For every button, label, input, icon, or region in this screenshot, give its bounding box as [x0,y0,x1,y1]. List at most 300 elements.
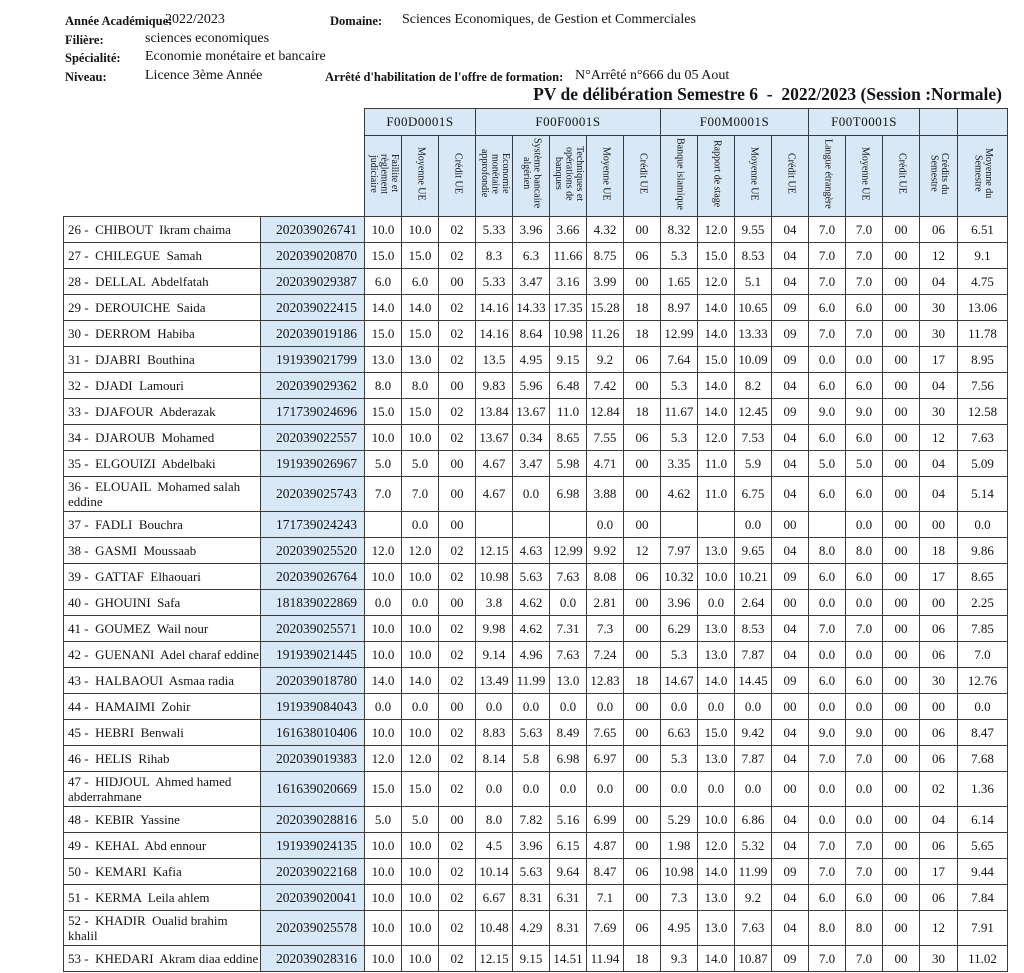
grade-cell: 0.0 [846,590,883,616]
grade-cell: 0.0 [846,772,883,807]
grade-cell: 0.0 [735,772,772,807]
grade-cell: 10.0 [365,720,402,746]
grade-cell: 7.68 [958,746,1008,772]
group-header-cell: F00T0001S [809,109,920,136]
grade-cell: 4.75 [958,269,1008,295]
student-name-cell: 33 - DJAFOUR Abderazak [64,399,261,425]
grade-cell: 06 [624,564,661,590]
grade-cell: 10.87 [735,946,772,972]
column-header-label: Crédit UE [785,153,797,194]
grade-cell: 8.3 [476,243,513,269]
grade-cell: 0.0 [846,347,883,373]
grade-cell: 2.25 [958,590,1008,616]
student-id-cell: 202039022557 [261,425,365,451]
specialite-label: Spécialité: [65,51,121,65]
group-header-cell: F00F0001S [476,109,661,136]
grade-cell: 7.69 [587,911,624,946]
group-header-cell: F00M0001S [661,109,809,136]
student-id-cell: 161638010406 [261,720,365,746]
student-row [64,217,1008,243]
grade-cell: 0.0 [661,772,698,807]
column-header-cell [365,136,402,217]
grade-cell: 04 [772,373,809,399]
grade-cell: 11.99 [513,668,550,694]
student-name-cell: 41 - GOUMEZ Wail nour [64,616,261,642]
student-id-cell: 202039025578 [261,911,365,946]
grade-cell: 14.0 [698,373,735,399]
student-id-cell: 171739024243 [261,512,365,538]
grade-cell: 12.15 [476,538,513,564]
grade-cell: 8.31 [550,911,587,946]
page-title: PV de délibération Semestre 6 - 2022/2023 (Session :Normale) [533,84,1002,104]
grade-cell: 9.64 [550,859,587,885]
grade-cell: 7.0 [809,746,846,772]
grade-cell: 0.0 [846,512,883,538]
student-id-cell: 202039022415 [261,295,365,321]
student-id-cell: 202039020041 [261,885,365,911]
grade-cell: 3.16 [550,269,587,295]
grade-cell: 6.0 [402,269,439,295]
student-name-cell: 32 - DJADI Lamouri [64,373,261,399]
grade-cell: 04 [772,885,809,911]
grade-cell: 7.63 [735,911,772,946]
grade-cell: 12.45 [735,399,772,425]
grade-cell: 04 [772,833,809,859]
grade-cell: 00 [883,373,920,399]
grade-cell: 12.99 [550,538,587,564]
grade-cell: 04 [920,269,958,295]
grade-cell: 00 [883,746,920,772]
student-name-cell: 53 - KHEDARI Akram diaa eddine [64,946,261,972]
header-spacer [64,109,365,136]
arrete-value: N°Arrêté n°666 du 05 Aout [575,68,730,83]
grade-cell: 7.0 [402,477,439,512]
grade-cell: 5.0 [365,451,402,477]
grade-cell: 02 [439,746,476,772]
grade-cell: 6.0 [846,425,883,451]
student-row [64,295,1008,321]
student-id-cell: 202039025743 [261,477,365,512]
grade-cell: 5.33 [476,217,513,243]
grade-cell: 12.0 [402,538,439,564]
grade-cell: 00 [883,321,920,347]
grade-cell: 6.15 [550,833,587,859]
student-row [64,321,1008,347]
student-id-cell: 191939084043 [261,694,365,720]
grade-cell: 02 [439,946,476,972]
grade-cell: 0.0 [958,512,1008,538]
grade-cell: 7.0 [846,859,883,885]
grade-cell: 7.82 [513,807,550,833]
column-header-cell [587,136,624,217]
grade-cell: 10.0 [365,859,402,885]
grade-cell: 13.0 [698,885,735,911]
grade-cell: 8.49 [550,720,587,746]
student-id-cell: 202039026741 [261,217,365,243]
grade-cell: 04 [772,243,809,269]
student-name-cell: 30 - DERROM Habiba [64,321,261,347]
grade-cell: 5.0 [846,451,883,477]
grade-cell: 00 [772,590,809,616]
grade-cell: 6.97 [587,746,624,772]
grade-cell: 9.65 [735,538,772,564]
grade-cell [550,512,587,538]
grade-cell: 0.0 [513,477,550,512]
grade-cell: 00 [624,477,661,512]
column-header-label: Moyenne UE [859,146,871,201]
student-id-cell: 202039020870 [261,243,365,269]
grade-cell: 12 [920,911,958,946]
grade-cell: 15.0 [698,347,735,373]
grade-cell: 6.0 [809,885,846,911]
grade-cell: 04 [772,425,809,451]
student-row [64,399,1008,425]
grade-cell: 4.29 [513,911,550,946]
grade-cell: 00 [624,746,661,772]
grade-cell: 00 [772,512,809,538]
column-header-cell [439,136,476,217]
student-row [64,746,1008,772]
grade-cell: 04 [772,746,809,772]
grade-cell: 5.3 [661,642,698,668]
student-row [64,564,1008,590]
grade-cell: 8.0 [846,911,883,946]
student-row [64,425,1008,451]
grade-cell: 14.0 [698,946,735,972]
grade-cell: 7.97 [661,538,698,564]
column-header-row [64,136,1008,217]
column-header-label: Crédits du Semestre [928,152,951,195]
grade-cell: 3.88 [587,477,624,512]
grade-cell: 8.0 [846,538,883,564]
grade-cell: 10.09 [735,347,772,373]
grade-cell: 00 [883,217,920,243]
grade-cell: 0.0 [476,772,513,807]
grade-cell: 0.0 [846,694,883,720]
grade-cell: 3.47 [513,269,550,295]
grade-cell [661,512,698,538]
grade-cell: 0.0 [587,694,624,720]
grade-cell: 18 [624,295,661,321]
column-header-label: Crédit UE [452,153,464,194]
grade-cell [809,512,846,538]
grade-cell: 6.0 [809,295,846,321]
grade-cell: 10.0 [365,616,402,642]
grade-cell: 00 [439,807,476,833]
grade-cell: 5.65 [958,833,1008,859]
grade-cell: 06 [920,720,958,746]
grade-cell: 10.48 [476,911,513,946]
student-name-cell: 28 - DELLAL Abdelfatah [64,269,261,295]
student-name-cell: 52 - KHADIR Oualid brahim khalil [64,911,261,946]
grade-cell: 12 [920,243,958,269]
deliberation-table [63,108,1008,972]
grade-cell: 10.0 [402,720,439,746]
student-name-cell: 31 - DJABRI Bouthina [64,347,261,373]
grade-cell: 13.0 [698,911,735,946]
grade-cell: 15.0 [365,399,402,425]
grade-cell: 6.0 [809,564,846,590]
grade-cell: 7.87 [735,746,772,772]
grade-cell: 15.0 [698,720,735,746]
grade-cell: 13.5 [476,347,513,373]
grade-cell: 04 [772,217,809,243]
student-row [64,772,1008,807]
grade-cell: 9.3 [661,946,698,972]
grade-cell: 12 [920,425,958,451]
grade-cell: 15.0 [365,321,402,347]
grade-cell: 06 [624,347,661,373]
grade-cell: 02 [439,243,476,269]
grade-cell: 04 [772,477,809,512]
grade-cell: 18 [624,946,661,972]
grade-cell: 6.3 [513,243,550,269]
grade-cell: 09 [772,668,809,694]
grade-cell: 06 [624,911,661,946]
grade-cell: 9.55 [735,217,772,243]
grade-cell: 7.0 [809,243,846,269]
grade-cell: 7.87 [735,642,772,668]
deliberation-table-container [63,108,1008,972]
student-row [64,451,1008,477]
grade-cell: 00 [624,772,661,807]
grade-cell: 02 [920,772,958,807]
grade-cell: 8.08 [587,564,624,590]
grade-cell: 4.62 [513,616,550,642]
grade-cell: 7.0 [958,642,1008,668]
grade-cell: 14.67 [661,668,698,694]
grade-cell: 10.0 [365,833,402,859]
student-name-cell: 45 - HEBRI Benwali [64,720,261,746]
grade-cell: 7.0 [846,833,883,859]
grade-cell: 30 [920,946,958,972]
grade-cell: 02 [439,217,476,243]
grade-cell: 7.55 [587,425,624,451]
grade-cell: 9.1 [958,243,1008,269]
grade-cell: 02 [439,642,476,668]
column-header-label: Economie monétaire approfondie [478,149,511,198]
grade-cell: 00 [624,451,661,477]
student-name-cell: 35 - ELGOUIZI Abdelbaki [64,451,261,477]
grade-cell: 00 [439,512,476,538]
column-header-cell [513,136,550,217]
grade-cell: 6.0 [809,477,846,512]
column-header-cell [402,136,439,217]
grade-cell: 09 [772,946,809,972]
grade-cell: 4.87 [587,833,624,859]
grade-cell: 10.0 [402,642,439,668]
niveau-value: Licence 3ème Année [145,68,263,83]
grade-cell: 13.06 [958,295,1008,321]
grade-cell: 4.95 [513,347,550,373]
grade-cell: 5.0 [365,807,402,833]
grade-cell: 10.0 [365,425,402,451]
grade-cell: 09 [772,564,809,590]
grade-cell: 7.0 [809,859,846,885]
grade-cell: 00 [624,833,661,859]
grade-cell: 9.98 [476,616,513,642]
grade-cell: 0.0 [476,694,513,720]
student-name-cell: 39 - GATTAF Elhaouari [64,564,261,590]
grade-cell: 6.99 [587,807,624,833]
column-header-cell [698,136,735,217]
student-row [64,243,1008,269]
grade-cell: 00 [883,477,920,512]
grade-cell: 7.85 [958,616,1008,642]
grade-cell: 12.15 [476,946,513,972]
grade-cell: 15.0 [402,321,439,347]
grade-cell: 13.49 [476,668,513,694]
grade-cell: 04 [772,720,809,746]
grade-cell: 7.0 [365,477,402,512]
student-id-cell: 171739024696 [261,399,365,425]
student-row [64,512,1008,538]
grade-cell: 5.3 [661,746,698,772]
student-row [64,642,1008,668]
grade-cell: 14.0 [365,668,402,694]
grade-cell: 1.98 [661,833,698,859]
grade-cell: 13.67 [513,399,550,425]
grade-cell: 7.0 [846,243,883,269]
grade-cell: 1.65 [661,269,698,295]
grade-cell: 12.99 [661,321,698,347]
grade-cell: 9.0 [809,399,846,425]
grade-cell: 18 [624,321,661,347]
grade-cell: 8.0 [809,911,846,946]
grade-cell: 00 [624,269,661,295]
grade-cell: 00 [883,859,920,885]
grade-cell: 10.0 [402,859,439,885]
grade-cell: 04 [772,451,809,477]
grade-cell: 06 [920,885,958,911]
grade-cell: 06 [624,859,661,885]
grade-cell: 6.98 [550,477,587,512]
grade-cell: 4.62 [513,590,550,616]
student-id-cell: 202039019383 [261,746,365,772]
grade-cell: 8.83 [476,720,513,746]
grade-cell: 12.83 [587,668,624,694]
grade-cell: 06 [920,642,958,668]
grade-cell: 5.96 [513,373,550,399]
student-name-cell: 38 - GASMI Moussaab [64,538,261,564]
column-header-cell [883,136,920,217]
grade-cell: 5.63 [513,859,550,885]
grade-cell: 10.0 [698,807,735,833]
grade-cell: 9.2 [735,885,772,911]
grade-cell: 12.0 [698,833,735,859]
grade-cell: 5.0 [809,451,846,477]
grade-cell: 04 [920,373,958,399]
grade-cell: 00 [772,772,809,807]
grade-cell: 09 [772,859,809,885]
grade-cell: 15.0 [698,243,735,269]
grade-cell: 5.14 [958,477,1008,512]
student-name-cell: 36 - ELOUAIL Mohamed salah eddine [64,477,261,512]
grade-cell: 8.65 [550,425,587,451]
grade-cell: 14.0 [698,321,735,347]
grade-cell: 00 [624,694,661,720]
grade-cell: 0.0 [550,772,587,807]
grade-cell: 8.2 [735,373,772,399]
grade-cell: 7.64 [661,347,698,373]
grade-cell: 5.32 [735,833,772,859]
grade-cell: 00 [439,373,476,399]
grade-cell: 00 [883,295,920,321]
column-header-label: Moyenne UE [748,146,760,201]
grade-cell: 3.66 [550,217,587,243]
grade-cell: 00 [883,642,920,668]
grade-cell: 3.96 [513,217,550,243]
column-header-label: Crédit UE [637,153,649,194]
grade-cell: 7.24 [587,642,624,668]
grade-cell: 12 [624,538,661,564]
grade-cell: 7.63 [550,642,587,668]
arrete-label: Arrêté d'habilitation de l'offre de formation: [325,70,564,84]
grade-cell: 9.92 [587,538,624,564]
grade-cell: 6.0 [846,477,883,512]
grade-cell: 10.65 [735,295,772,321]
student-id-cell: 191939026967 [261,451,365,477]
grade-cell: 00 [883,772,920,807]
grade-cell: 2.64 [735,590,772,616]
grade-cell: 7.0 [809,321,846,347]
student-row [64,347,1008,373]
student-id-cell: 202039018780 [261,668,365,694]
student-name-cell: 43 - HALBAOUI Asmaa radia [64,668,261,694]
grade-cell: 8.14 [476,746,513,772]
student-row [64,616,1008,642]
grade-cell: 7.0 [809,946,846,972]
grade-cell: 0.0 [809,347,846,373]
grade-cell: 14.0 [698,399,735,425]
grade-cell: 00 [883,720,920,746]
student-id-cell: 161639020669 [261,772,365,807]
grade-cell: 02 [439,347,476,373]
grade-cell: 02 [439,720,476,746]
grade-cell: 11.0 [698,451,735,477]
grade-cell: 15.0 [365,772,402,807]
grade-cell: 02 [439,399,476,425]
filiere-value: sciences economiques [145,31,270,46]
grade-cell: 02 [439,833,476,859]
grade-cell: 18 [624,399,661,425]
grade-cell: 11.78 [958,321,1008,347]
grade-cell: 00 [883,451,920,477]
student-name-cell: 27 - CHILEGUE Samah [64,243,261,269]
grade-cell: 04 [772,911,809,946]
grade-cell: 9.44 [958,859,1008,885]
grade-cell: 10.98 [661,859,698,885]
grade-cell: 6.98 [550,746,587,772]
grade-cell: 0.0 [698,590,735,616]
grade-cell: 00 [624,720,661,746]
grade-cell: 00 [883,269,920,295]
grade-cell: 00 [920,590,958,616]
grade-cell: 11.0 [550,399,587,425]
grade-cell: 7.0 [846,269,883,295]
grade-cell: 18 [920,538,958,564]
column-header-cell [958,136,1008,217]
grade-cell: 12.76 [958,668,1008,694]
grade-cell: 13.84 [476,399,513,425]
grade-cell: 7.84 [958,885,1008,911]
grade-cell: 09 [772,399,809,425]
grade-cell: 10.0 [698,564,735,590]
grade-cell: 02 [439,772,476,807]
grade-cell: 00 [883,243,920,269]
grade-cell: 0.0 [958,694,1008,720]
grade-cell: 13.0 [698,642,735,668]
